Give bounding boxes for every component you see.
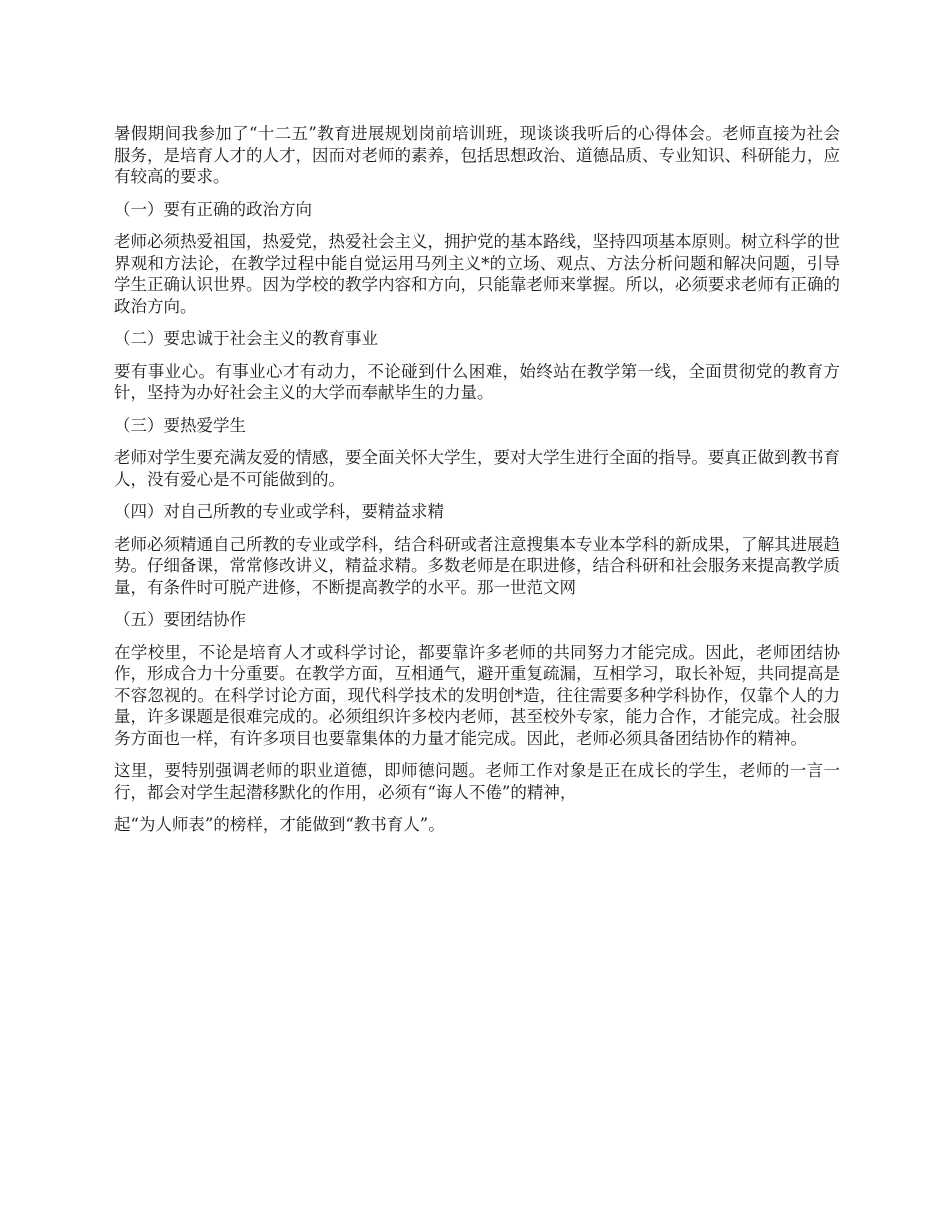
document-body [114, 123, 840, 847]
section-2-paragraph: 要有事业心。有事业心才有动力，不论碰到什么困难，始终站在教学第一线，全面贯彻党的教育方针，坚持为办好社会主义的大学而奉献毕生的力量。 [114, 361, 840, 402]
section-3-paragraph: 老师对学生要充满友爱的情感，要全面关怀大学生，要对大学生进行全面的指导。要真正做到教书育人，没有爱心是不可能做到的。 [114, 448, 840, 489]
section-4-paragraph: 老师必须精通自己所教的专业或学科，结合科研或者注意搜集本专业本学科的新成果，了解其进展趋势。仔细备课，常常修改讲义，精益求精。多数老师是在职进修，结合科研和社会服务来提高教学质量，有条件时可脱产进修，不断提高教学的水平。那一世范文网 [114, 534, 840, 597]
section-1-paragraph: 老师必须热爱祖国，热爱党，热爱社会主义，拥护党的基本路线，坚持四项基本原则。树立科学的世界观和方法论，在教学过程中能自觉运用马列主义*的立场、观点、方法分析问题和解决问题，引导学生正确认识世界。因为学校的教学内容和方向，只能靠老师来掌握。所以，必须要求老师有正确的政治方向。 [114, 232, 840, 316]
intro-paragraph: 暑假期间我参加了“十二五”教育进展规划岗前培训班，现谈谈我听后的心得体会。老师直接为社会服务，是培育人才的人才，因而对老师的素养，包括思想政治、道德品质、专业知识、科研能力，应有较高的要求。 [114, 124, 840, 186]
section-5-paragraph: 在学校里，不论是培育人才或科学讨论，都要靠许多老师的共同努力才能完成。因此，老师团结协作，形成合力十分重要。在教学方面，互相通气，避开重复疏漏，互相学习，取长补短，共同提高是不容忽视的。在科学讨论方面，现代科学技术的发明创*造，往往需要多种学科协作，仅靠个人的力量，许多课题是很难完成的。必须组织许多校内老师，甚至校外专家，能力合作，才能完成。社会服务方面也一样，有许多项目也要靠集体的力量才能完成。因此，老师必须具备团结协作的精神。 [114, 642, 840, 748]
section-heading-4: （四）对自己所教的专业或学科，要精益求精 [114, 502, 444, 521]
section-heading-3: （三）要热爱学生 [114, 415, 246, 435]
section-heading-2: （二）要忠诚于社会主义的教育事业 [114, 329, 378, 348]
section-heading-5: （五）要团结协作 [114, 610, 246, 629]
closing-paragraph: 起“为人师表”的榜样，才能做到“教书育人”。 [114, 815, 445, 834]
ethics-paragraph: 这里，要特别强调老师的职业道德，即师德问题。老师工作对象是正在成长的学生，老师的一言一行，都会对学生起潜移默化的作用，必须有“诲人不倦”的精神， [114, 761, 840, 802]
section-heading-1: （一）要有正确的政治方向 [114, 199, 312, 219]
